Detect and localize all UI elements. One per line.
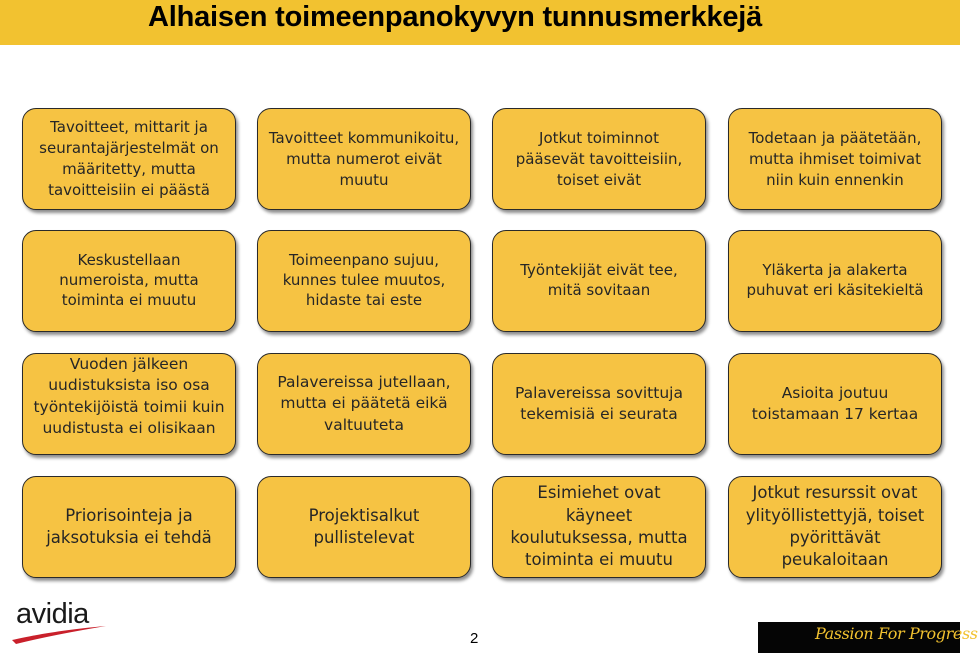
card-text: Yläkerta ja alakerta puhuvat eri käsitekieltä [746,261,924,299]
card-text: Priorisointeja ja jaksotuksia ei tehdä [46,505,212,547]
card-text: Todetaan ja päätetään, mutta ihmiset toimivat niin kuin ennenkin [748,128,922,189]
card-text: Palavereissa sovittuja tekemisiä ei seurata [515,383,683,423]
symptom-card [257,108,471,210]
card-text: Jotkut resurssit ovat ylityöllistettyjä, toiset pyörittävät peukaloitaan [745,483,925,570]
symptom-card [728,476,942,578]
symptom-card [22,108,236,210]
symptom-card [257,353,471,455]
card-text: Tavoitteet, mittarit ja seurantajärjestelmät on määritetty, mutta tavoitteisiin ei päästä [39,118,219,199]
symptom-card [728,230,942,332]
card-text: Työntekijät eivät tee, mitä sovitaan [520,261,678,299]
symptom-card [257,230,471,332]
symptom-card [257,476,471,578]
logo-wordmark: avidia [16,598,89,630]
card-text: Keskustellaan numeroista, mutta toiminta ei muutu [59,251,199,309]
card-text: Palavereissa jutellaan, mutta ei päätetä eikä valtuuteta [277,372,451,434]
symptom-card [492,230,706,332]
card-text: Vuoden jälkeen uudistuksista iso osa työntekijöistä toimii kuin uudistusta ei olisikaan [33,355,225,438]
slide-title: Alhaisen toimeenpanokyvyn tunnusmerkkejä [148,1,763,33]
symptom-card [22,353,236,455]
logo-swoosh-icon [10,620,110,644]
symptom-card [492,476,706,578]
symptom-card [22,230,236,332]
card-text: Projektisalkut pullistelevat [308,505,420,547]
card-text: Jotkut toiminnot pääsevät tavoitteisiin, toiset eivät [515,128,683,189]
card-text: Toimeenpano sujuu, kunnes tulee muutos, hidaste tai este [282,251,446,309]
symptom-card [22,476,236,578]
page-number: 2 [470,630,479,647]
symptom-card [728,108,942,210]
symptom-card [492,108,706,210]
card-text: Asioita joutuu toistamaan 17 kertaa [751,383,919,423]
symptom-card [728,353,942,455]
avidia-logo [10,598,110,646]
symptom-card [492,353,706,455]
card-text: Esimiehet ovat käyneet koulutuksessa, mutta toiminta ei muutu [510,483,688,570]
tagline: Passion For Progress [815,624,978,643]
card-text: Tavoitteet kommunikoitu, mutta numerot eivät muutu [268,128,460,189]
